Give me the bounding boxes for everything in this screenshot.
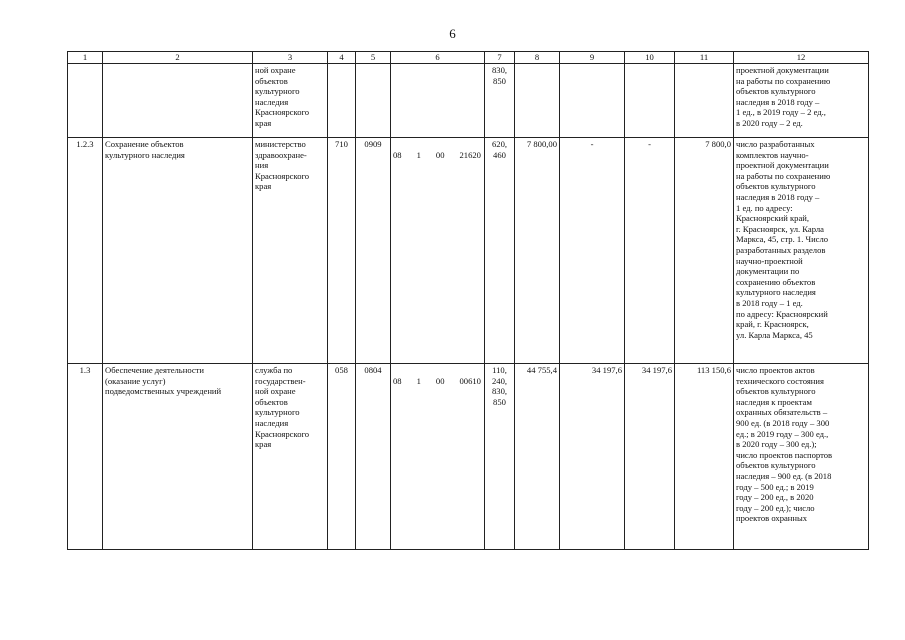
expense-type: 110, 240, 830, 850 (485, 364, 515, 550)
section-code (356, 64, 391, 138)
col-header-4: 4 (328, 52, 356, 64)
section-code: 0909 (356, 138, 391, 364)
amount-2020 (625, 64, 675, 138)
csr-part: 00 (435, 375, 445, 386)
amount-2020: 34 197,6 (625, 364, 675, 550)
page-number: 6 (449, 26, 456, 41)
expense-type: 620, 460 (485, 138, 515, 364)
item-name (103, 64, 253, 138)
amount-2018 (515, 64, 560, 138)
grbs-code: 058 (328, 364, 356, 550)
grbs-code (328, 64, 356, 138)
program-table (67, 51, 869, 550)
budget-holder: министерство здравоохране- ния Красноярского края (253, 138, 328, 364)
target-article-code (391, 64, 485, 138)
expected-result: проектной документации на работы по сохранению объектов культурного наследия в 2018 году – 1 ед., в 2019 году – 2 ед., в 2020 году – 2 ед. (734, 64, 869, 138)
amount-total: 7 800,0 (675, 138, 734, 364)
budget-holder: служба по государствен- ной охране объектов культурного наследия Красноярского края (253, 364, 328, 550)
amount-2019 (560, 64, 625, 138)
item-name: Обеспечение деятельности (оказание услуг) подведомственных учреждений (103, 364, 253, 550)
csr-part: 1 (416, 149, 421, 160)
table-row (68, 64, 869, 138)
column-number-row (68, 52, 869, 64)
item-number: 1.3 (68, 364, 103, 550)
csr-part: 08 (393, 375, 402, 386)
amount-2020: - (625, 138, 675, 364)
csr-part: 1 (416, 375, 421, 386)
amount-2018: 7 800,00 (515, 138, 560, 364)
amount-total (675, 64, 734, 138)
amount-2018: 44 755,4 (515, 364, 560, 550)
col-header-2: 2 (103, 52, 253, 64)
col-header-9: 9 (560, 52, 625, 64)
item-number: 1.2.3 (68, 138, 103, 364)
csr-part: 08 (393, 149, 402, 160)
table-row (68, 364, 869, 550)
csr-part: 00610 (459, 375, 481, 386)
col-header-1: 1 (68, 52, 103, 64)
col-header-3: 3 (253, 52, 328, 64)
col-header-11: 11 (675, 52, 734, 64)
col-header-12: 12 (734, 52, 869, 64)
expected-result: число проектов актов технического состояния объектов культурного наследия к проектам охранных обязательств – 900 ед. (в 2018 году – 300 ед.; в 2019 году – 300 ед., в 2020 году – 300 ед.); число проектов паспортов объектов культурного наследия – 900 ед. (в 2018 году – 500 ед.; в 2019 году – 200 ед., в 2020 году – 200 ед.); число проектов охранных (734, 364, 869, 550)
table-row (68, 138, 869, 364)
col-header-6: 6 (391, 52, 485, 64)
col-header-8: 8 (515, 52, 560, 64)
section-code: 0804 (356, 364, 391, 550)
expected-result: число разработанных комплектов научно- проектной документации на работы по сохранению объектов культурного наследия в 2018 году – 1 ед. по адресу: Красноярский край, г. Красноярск, ул. Карла Маркса, 45, стр. 1. Число разработанных разделов научно-проектной документации по сохранению объектов культурного наследия в 2018 году – 1 ед. по адресу: Красноярский край, г. Красноярск, ул. Карла Маркса, 45 (734, 138, 869, 364)
col-header-7: 7 (485, 52, 515, 64)
csr-part: 21620 (459, 149, 481, 160)
item-number (68, 64, 103, 138)
item-name: Сохранение объектов культурного наследия (103, 138, 253, 364)
budget-holder: ной охране объектов культурного наследия Красноярского края (253, 64, 328, 138)
amount-2019: 34 197,6 (560, 364, 625, 550)
target-article-code (391, 364, 485, 550)
csr-part: 00 (435, 149, 445, 160)
grbs-code: 710 (328, 138, 356, 364)
col-header-5: 5 (356, 52, 391, 64)
col-header-10: 10 (625, 52, 675, 64)
amount-total: 113 150,6 (675, 364, 734, 550)
target-article-code (391, 138, 485, 364)
expense-type: 830, 850 (485, 64, 515, 138)
amount-2019: - (560, 138, 625, 364)
